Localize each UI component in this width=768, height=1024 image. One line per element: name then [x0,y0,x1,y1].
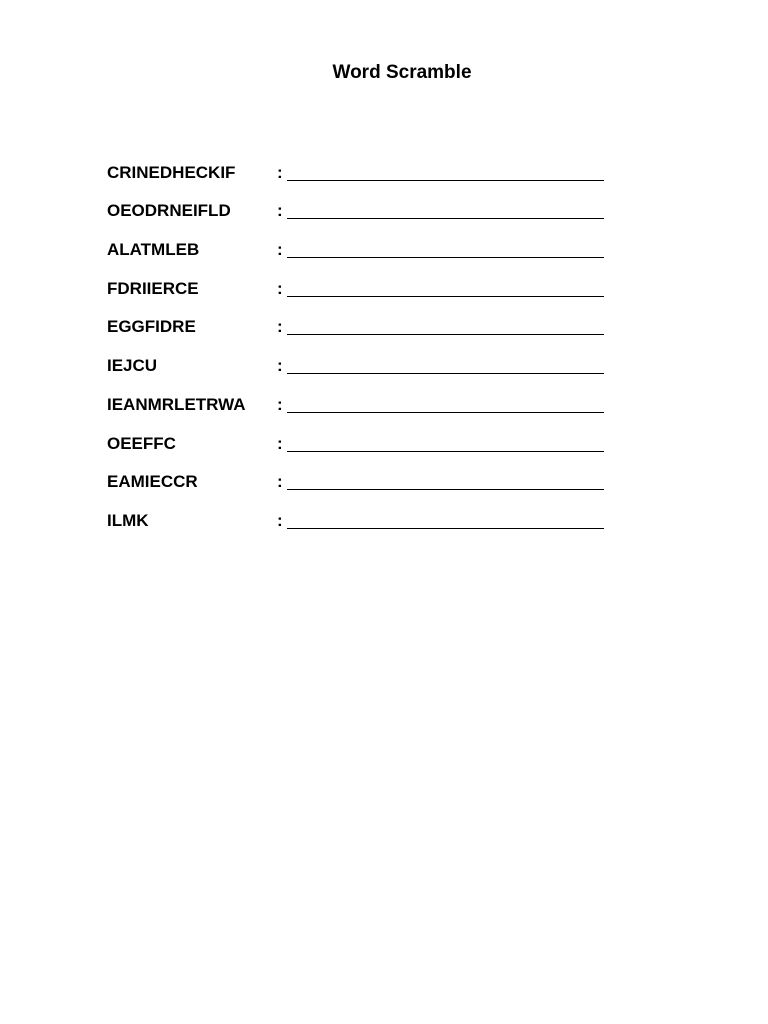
list-item [107,493,607,532]
separator: : [277,433,283,453]
separator: : [277,317,283,337]
separator: : [277,201,283,221]
answer-blank[interactable] [287,392,604,413]
answer-blank[interactable] [287,353,604,374]
scrambled-word: ILMK [107,510,149,530]
scrambled-word: CRINEDHECKIF [107,162,236,182]
scrambled-word: EAMIECCR [107,472,198,492]
list-item [107,222,607,261]
separator: : [277,394,283,414]
list-item [107,455,607,494]
answer-blank[interactable] [287,276,604,297]
separator: : [277,162,283,182]
word-list [107,145,607,532]
list-item [107,261,607,300]
answer-blank[interactable] [287,431,604,452]
answer-blank[interactable] [287,160,604,181]
list-item [107,145,607,184]
answer-blank[interactable] [287,198,604,219]
separator: : [277,278,283,298]
separator: : [277,472,283,492]
list-item [107,416,607,455]
scrambled-word: OEEFFC [107,433,176,453]
list-item [107,300,607,339]
scrambled-word: IEANMRLETRWA [107,394,246,414]
scrambled-word: IEJCU [107,356,158,376]
separator: : [277,240,283,260]
list-item [107,184,607,223]
separator: : [277,510,283,530]
list-item [107,338,607,377]
answer-blank[interactable] [287,469,604,490]
list-item [107,377,607,416]
scrambled-word: OEODRNEIFLD [107,201,231,221]
page-title: Word Scramble [332,62,472,83]
scrambled-word: FDRIIERCE [107,278,199,298]
separator: : [277,356,283,376]
answer-blank[interactable] [287,314,604,335]
scrambled-word: ALATMLEB [107,240,200,260]
answer-blank[interactable] [287,237,604,258]
scrambled-word: EGGFIDRE [107,317,196,337]
answer-blank[interactable] [287,508,604,529]
